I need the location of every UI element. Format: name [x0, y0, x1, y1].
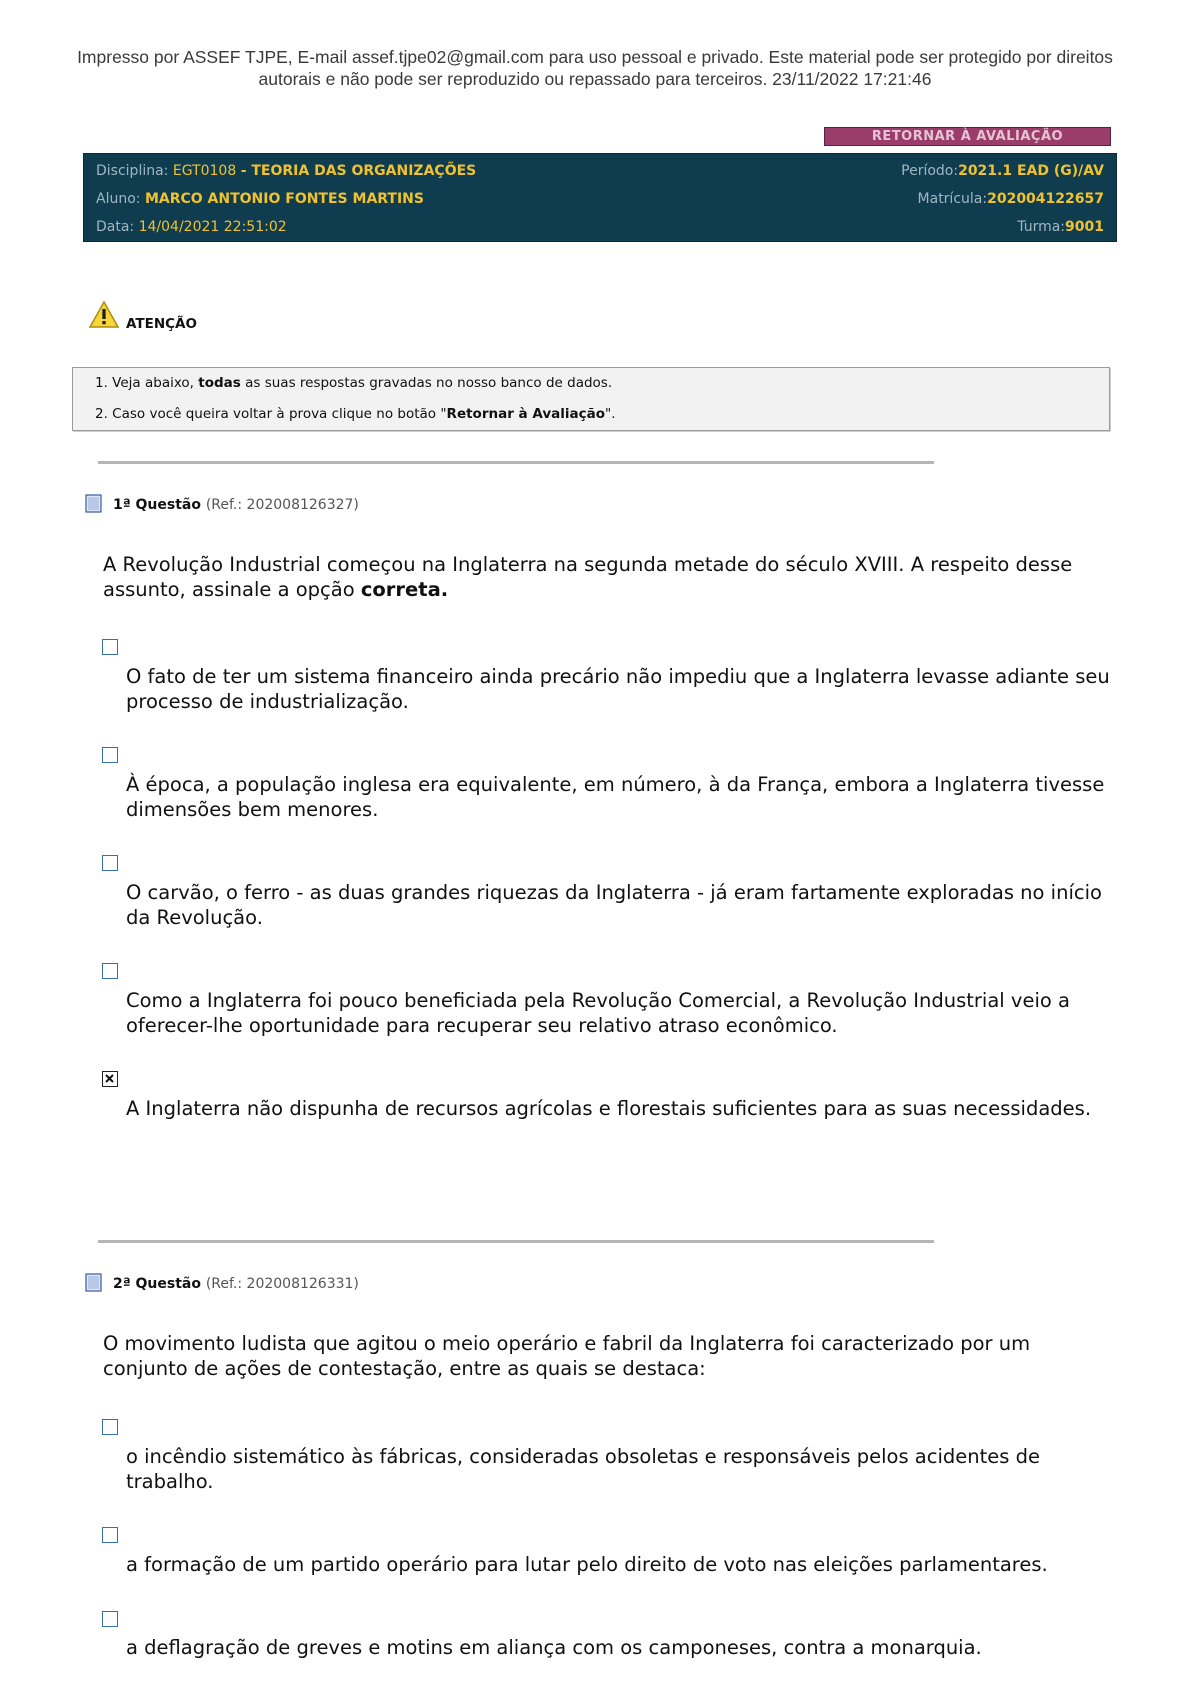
exam-info-header	[83, 153, 1117, 242]
discipline-label: Disciplina:	[96, 163, 169, 179]
question-1-option-2-checkbox[interactable]	[102, 747, 118, 763]
header-row-student	[96, 189, 1104, 209]
question-2-ref: (Ref.: 202008126331)	[205, 1276, 359, 1292]
document-icon	[85, 1273, 103, 1292]
question-1-option-1-checkbox[interactable]	[102, 639, 118, 655]
period-value: 2021.1 EAD (G)/AV	[958, 163, 1104, 179]
watermark-line-1: Impresso por ASSEF TJPE, E-mail assef.tjpe02@gmail.com para uso pessoal e privado. Este material pode ser protegido por direitos	[77, 47, 1113, 67]
date-value: 14/04/2021 22:51:02	[138, 219, 287, 235]
notice-line-1	[95, 375, 612, 391]
watermark-line-2: autorais e não pode ser reproduzido ou repassado para terceiros. 23/11/2022 17:21:46	[258, 69, 932, 89]
question-1-option-3-checkbox[interactable]	[102, 855, 118, 871]
registration-value: 202004122657	[987, 191, 1104, 207]
notice-line-2-bold: Retornar à Avaliação	[446, 406, 606, 422]
class-label: Turma:	[1017, 219, 1066, 235]
print-watermark	[40, 46, 1150, 90]
student-name: MARCO ANTONIO FONTES MARTINS	[144, 191, 424, 207]
question-2-statement	[103, 1331, 1083, 1381]
question-1-text: A Revolução Industrial começou na Inglaterra na segunda metade do século XVIII. A respeito desse assunto, assinale a opção	[103, 553, 1073, 601]
notice-line-1-post: as suas respostas gravadas no nosso banco de dados.	[240, 375, 613, 391]
discipline-code: EGT0108	[172, 163, 237, 179]
question-1-option-3-text: O carvão, o ferro - as duas grandes riquezas da Inglaterra - já eram fartamente exploradas no início da Revolução.	[126, 881, 1102, 929]
notice-line-2-post: ".	[605, 406, 616, 422]
question-1-option-1-text: O fato de ter um sistema financeiro ainda precário não impediu que a Inglaterra levasse adiante seu processo de industrialização.	[126, 665, 1110, 713]
return-to-evaluation-button[interactable]: RETORNAR À AVALIAÇÃO	[824, 127, 1111, 146]
header-row-discipline	[96, 161, 1104, 181]
notice-line-1-pre: 1. Veja abaixo,	[95, 375, 199, 391]
notice-line-1-bold: todas	[198, 375, 241, 391]
checked-x-icon	[104, 1073, 115, 1084]
warning-icon	[88, 300, 120, 330]
attention-title: ATENÇÃO	[126, 316, 197, 332]
question-2-option-2-checkbox[interactable]	[102, 1527, 118, 1543]
period-label: Período:	[901, 163, 959, 179]
notice-line-2-pre: 2. Caso você queira voltar à prova clique no botão "	[95, 406, 447, 422]
header-row-date	[96, 217, 1104, 237]
question-divider	[98, 461, 934, 464]
class-value: 9001	[1065, 219, 1104, 235]
question-divider	[98, 1240, 934, 1243]
question-1-number: 1ª Questão	[113, 497, 201, 513]
question-2-option-1-checkbox[interactable]	[102, 1419, 118, 1435]
discipline-name: - TEORIA DAS ORGANIZAÇÕES	[240, 163, 477, 179]
question-2-number: 2ª Questão	[113, 1276, 201, 1292]
question-2-option-3-checkbox[interactable]	[102, 1611, 118, 1627]
question-1-text-bold: correta.	[360, 578, 449, 601]
question-1-option-5-checkbox[interactable]	[102, 1071, 118, 1087]
question-1-option-2-text: À época, a população inglesa era equivalente, em número, à da França, embora a Inglaterra tivesse dimensões bem menores.	[126, 773, 1105, 821]
student-label: Aluno:	[96, 191, 141, 207]
question-1-ref: (Ref.: 202008126327)	[205, 497, 359, 513]
date-label: Data:	[96, 219, 135, 235]
notice-line-2	[95, 406, 616, 422]
question-2-text: O movimento ludista que agitou o meio operário e fabril da Inglaterra foi caracterizado por um conjunto de ações de contestação, entre as quais se destaca:	[103, 1332, 1031, 1380]
document-icon	[85, 494, 103, 513]
question-2-option-3-text: a deflagração de greves e motins em aliança com os camponeses, contra a monarquia.	[126, 1636, 982, 1659]
question-1-option-4-checkbox[interactable]	[102, 963, 118, 979]
question-2-option-1-text: o incêndio sistemático às fábricas, consideradas obsoletas e responsáveis pelos acidentes de trabalho.	[126, 1445, 1040, 1493]
question-1-statement	[103, 552, 1083, 602]
question-2-option-2-text: a formação de um partido operário para lutar pelo direito de voto nas eleições parlamentares.	[126, 1553, 1048, 1576]
registration-label: Matrícula:	[917, 191, 988, 207]
question-1-option-4-text: Como a Inglaterra foi pouco beneficiada pela Revolução Comercial, a Revolução Industrial veio a oferecer-lhe oportunidade para recuperar seu relativo atraso econômico.	[126, 989, 1070, 1037]
question-1-option-5-text: A Inglaterra não dispunha de recursos agrícolas e florestais suficientes para as suas necessidades.	[126, 1097, 1092, 1120]
attention-notice-box	[72, 367, 1110, 431]
